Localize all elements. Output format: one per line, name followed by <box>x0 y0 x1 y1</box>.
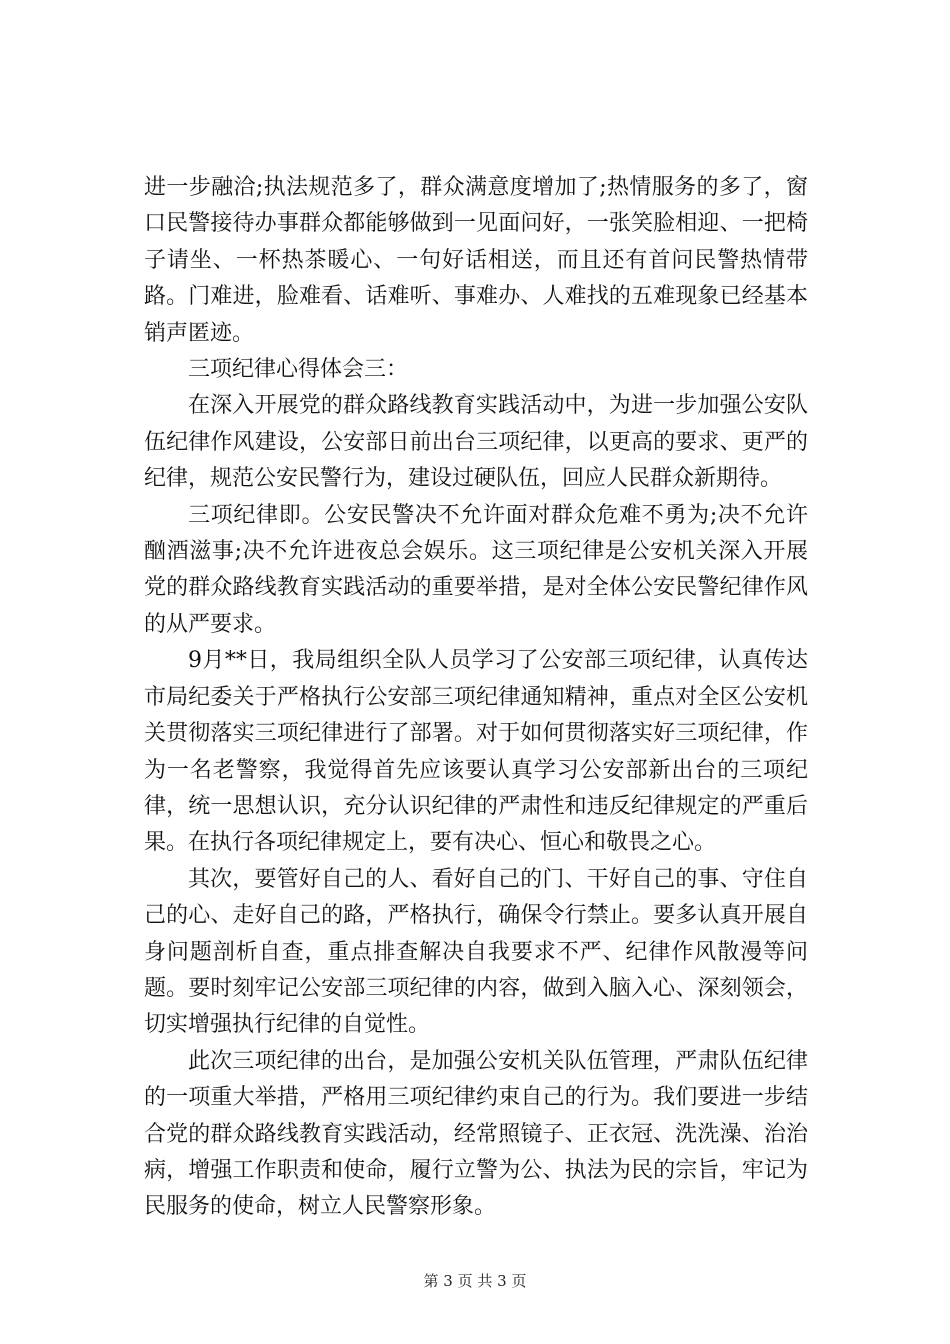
paragraph-continuation: 进一步融洽;执法规范多了，群众满意度增加了;热情服务的多了，窗口民警接待办事群众都能够做到一见面问好，一张笑脸相迎、一把椅子请坐、一杯热茶暖心、一句好话相送，而且还有首问民警热情带路。门难进，脸难看、话难听、事难办、人难找的五难现象已经基本销声匿迹。 <box>144 175 808 346</box>
page-number-footer: 第 3 页 共 3 页 <box>423 1272 527 1290</box>
paragraph: 其次，要管好自己的人、看好自己的门、干好自己的事、守住自己的心、走好自己的路，严格执行，确保令行禁止。要多认真开展自身问题剖析自查，重点排查解决自我要求不严、纪律作风散漫等问题。要时刻牢记公安部三项纪律的内容，做到入脑入心、深刻领会，切实增强执行纪律的自觉性。 <box>144 866 808 1038</box>
paragraph: 三项纪律即。公安民警决不允许面对群众危难不勇为;决不允许酗酒滋事;决不允许进夜总会娱乐。这三项纪律是公安机关深入开展党的群众路线教育实践活动的重要举措，是对全体公安民警纪律作风的从严要求。 <box>144 502 808 637</box>
section-heading: 三项纪律心得体会三： <box>188 357 409 383</box>
paragraph: 此次三项纪律的出台，是加强公安机关队伍管理，严肃队伍纪律的一项重大举措，严格用三项纪律约束自己的行为。我们要进一步结合党的群众路线教育实践活动，经常照镜子、正衣冠、洗洗澡、治治病，增强工作职责和使命，履行立警为公、执法为民的宗旨，牢记为民服务的使命，树立人民警察形象。 <box>144 1048 808 1220</box>
document-body <box>144 170 808 1226</box>
paragraph: 9月**日，我局组织全队人员学习了公安部三项纪律，认真传达市局纪委关于严格执行公安部三项纪律通知精神，重点对全区公安机关贯彻落实三项纪律进行了部署。对于如何贯彻落实好三项纪律，作为一名老警察，我觉得首先应该要认真学习公安部新出台的三项纪律，统一思想认识，充分认识纪律的严肃性和违反纪律规定的严重后果。在执行各项纪律规定上，要有决心、恒心和敬畏之心。 <box>144 648 808 856</box>
paragraph: 在深入开展党的群众路线教育实践活动中，为进一步加强公安队伍纪律作风建设，公安部日前出台三项纪律，以更高的要求、更严的纪律，规范公安民警行为，建设过硬队伍，回应人民群众新期待。 <box>144 393 808 492</box>
